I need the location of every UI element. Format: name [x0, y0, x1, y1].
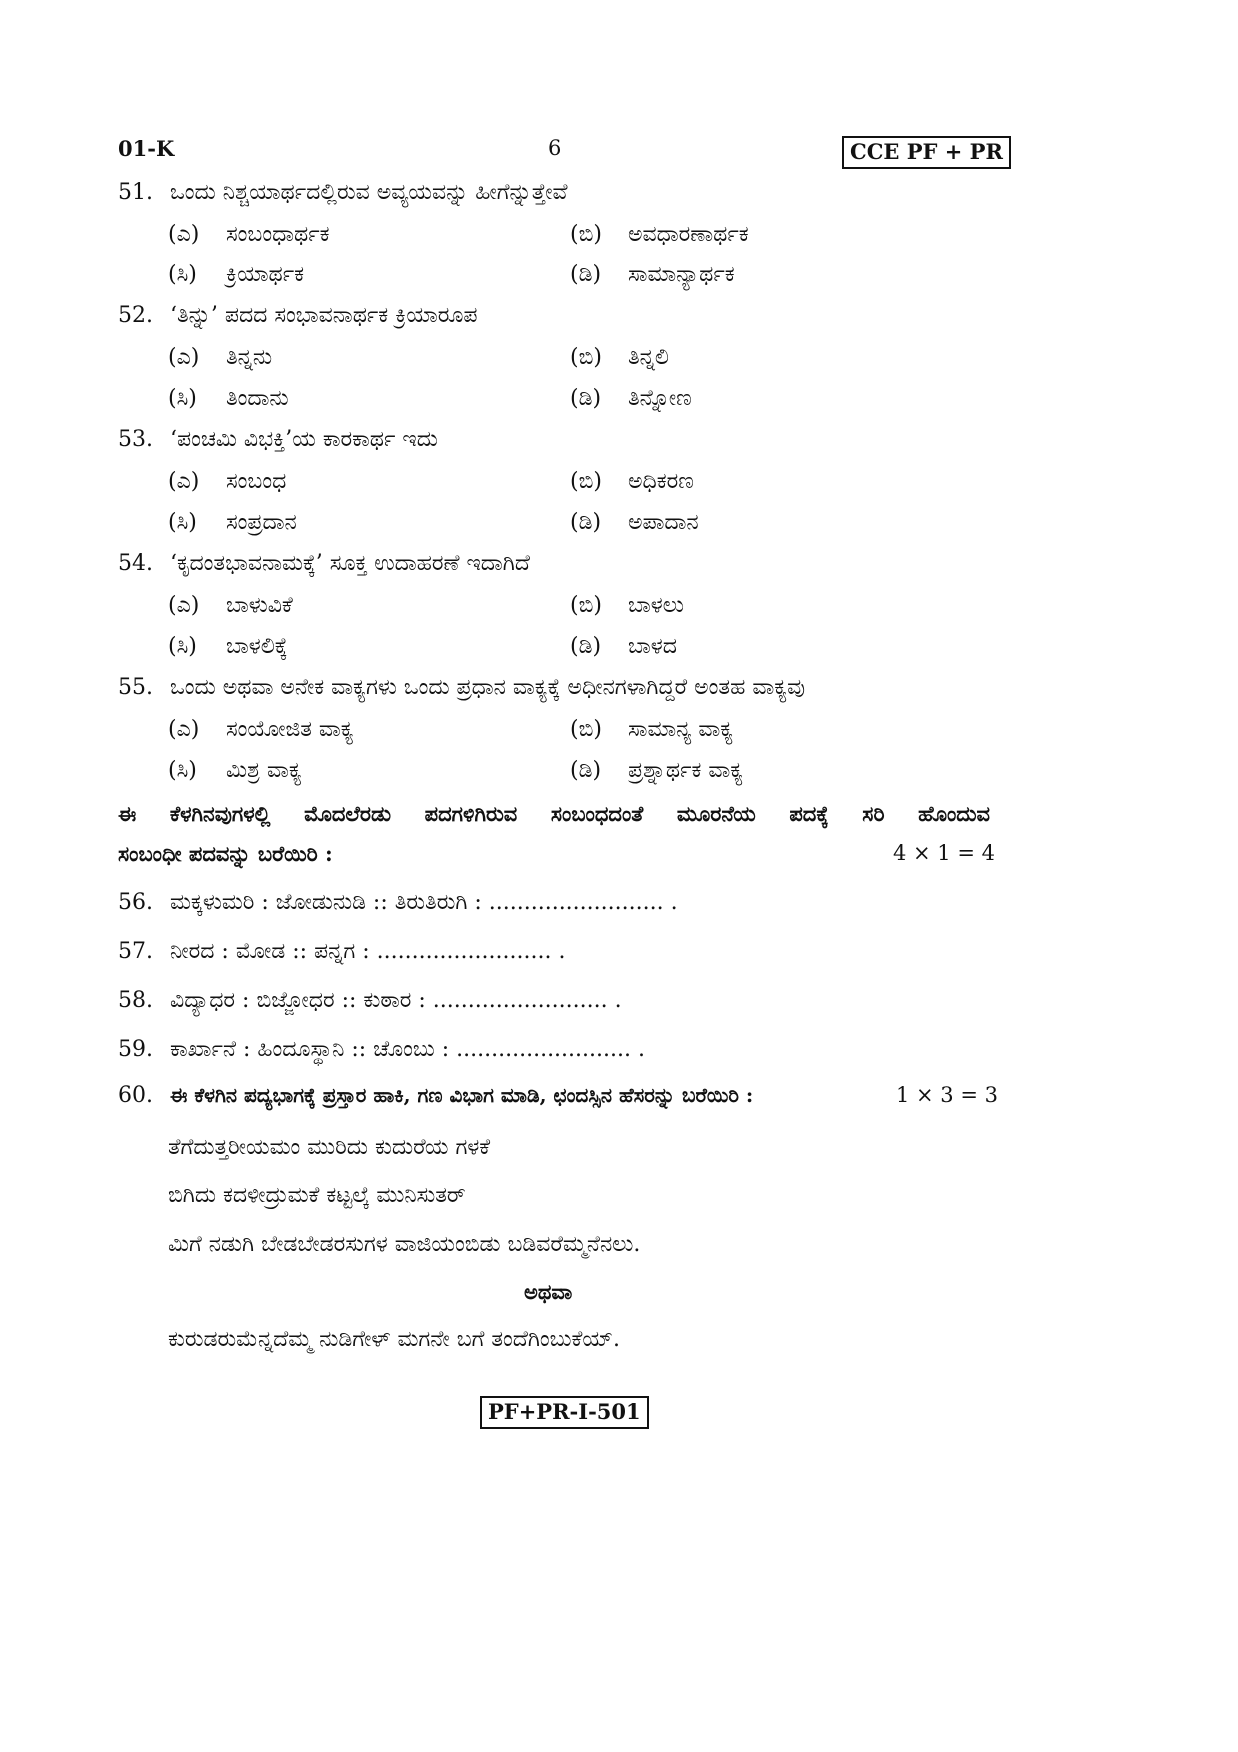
analogy-58: [118, 988, 622, 1013]
option-label: (ಎ): [168, 222, 200, 247]
question-text: ಒಂದು ಅಥವಾ ಅನೇಕ ವಾಕ್ಯಗಳು ಒಂದು ಪ್ರಧಾನ ವಾಕ್ಯಕ್ಕೆ ಅಧೀನಗಳಾಗಿದ್ದರೆ ಅಂತಹ ವಾಕ್ಯವು: [170, 675, 806, 700]
option-label: (ಬಿ): [570, 222, 602, 247]
analogy-56: [118, 890, 678, 915]
footer-code-box: PF+PR-I-501: [480, 1396, 649, 1429]
option-51-a: [168, 222, 330, 247]
question-number: 54.: [118, 551, 153, 576]
option-label: (ಸಿ): [168, 634, 197, 659]
option-51-c: [168, 262, 304, 287]
option-text: ತಿನ್ನಲಿ: [628, 345, 669, 370]
option-label: (ಬಿ): [570, 593, 602, 618]
analogy-text: ಮಕ್ಕಳುಮರಿ : ಜೋಡುನುಡಿ :: ತಿರುತಿರುಗಿ : ......................... .: [170, 890, 678, 915]
option-text: ಬಾಳಲಿಕ್ಕೆ: [226, 634, 288, 659]
instruction-line-2: ಸಂಬಂಧೀ ಪದವನ್ನು ಬರೆಯಿರಿ :: [118, 841, 333, 866]
option-54-c: [168, 634, 288, 659]
question-54: [118, 551, 530, 576]
option-label: (ಡಿ): [570, 386, 602, 411]
verse-line-2: ಬಿಗಿದು ಕದಳೀದ್ರುಮಕೆ ಕಟ್ಟಲ್ಕೆ ಮುನಿಸುತರ್: [168, 1183, 466, 1208]
question-text: ಒಂದು ನಿಶ್ಚಯಾರ್ಥದಲ್ಲಿರುವ ಅವ್ಯಯವನ್ನು ಹೀಗೆನ್ನುತ್ತೇವೆ: [170, 180, 568, 205]
analogy-text: ನೀರದ : ಮೋಡ :: ಪನ್ನಗ : ......................... .: [170, 939, 566, 964]
option-51-d: [570, 262, 735, 287]
instruction-line-1: ಈ ಕೆಳಗಿನವುಗಳಲ್ಲಿ ಮೊದಲೆರಡು ಪದಗಳಿಗಿರುವ ಸಂಬಂಧದಂತೆ ಮೂರನೆಯ ಪದಕ್ಕೆ ಸರಿ ಹೊಂದುವ: [118, 801, 990, 826]
question-number: 51.: [118, 180, 153, 205]
instruction-marks: 4 × 1 = 4: [893, 841, 995, 865]
question-60: [118, 1083, 753, 1108]
option-text: ಸಂಪ್ರದಾನ: [226, 510, 297, 535]
option-label: (ಸಿ): [168, 510, 197, 535]
question-number: 58.: [118, 988, 153, 1013]
exam-code-box: CCE PF + PR: [842, 136, 1011, 169]
analogy-59: [118, 1037, 645, 1062]
option-label: (ಎ): [168, 345, 200, 370]
question-number: 55.: [118, 675, 153, 700]
question-number: 60.: [118, 1083, 153, 1108]
option-text: ತಿನ್ನನು: [226, 345, 273, 370]
option-label: (ಎ): [168, 717, 200, 742]
option-text: ಸಾಮಾನ್ಯ ವಾಕ್ಯ: [628, 717, 734, 742]
option-52-d: [570, 386, 692, 411]
paper-code: 01-K: [118, 136, 175, 161]
question-number: 57.: [118, 939, 153, 964]
option-text: ಬಾಳದ: [628, 634, 677, 659]
analogy-text: ಕಾರ್ಖಾನೆ : ಹಿಂದೂಸ್ಥಾನಿ :: ಚೊಂಬು : ......................... .: [170, 1037, 645, 1062]
option-text: ಸಾಮಾನ್ಯಾರ್ಥಕ: [628, 262, 735, 287]
option-53-d: [570, 510, 699, 535]
question-text: ‘ಕೃದಂತಭಾವನಾಮಕ್ಕೆ’ ಸೂಕ್ತ ಉದಾಹರಣೆ ಇದಾಗಿದೆ: [170, 551, 530, 576]
option-54-d: [570, 634, 677, 659]
analogy-text: ವಿದ್ಯಾಧರ : ಬಿಜ್ಜೋಧರ :: ಕುಠಾರ : ......................... .: [170, 988, 622, 1013]
option-text: ಕ್ರಿಯಾರ್ಥಕ: [226, 262, 305, 287]
question-60-marks: 1 × 3 = 3: [896, 1083, 998, 1107]
option-text: ತಿಂದಾನು: [226, 386, 289, 411]
option-text: ಅವಧಾರಣಾರ್ಥಕ: [628, 222, 749, 247]
option-52-b: [570, 345, 669, 370]
question-55: [118, 675, 805, 700]
question-53: [118, 427, 438, 452]
option-text: ಬಾಳುವಿಕೆ: [226, 593, 293, 618]
option-text: ಅಧಿಕರಣ: [628, 469, 694, 494]
verse-line-3: ಮಿಗೆ ನಡುಗಿ ಬೇಡಬೇಡರಸುಗಳ ವಾಜಿಯಂಬಿಡು ಬಡಿವರೆಮ್ಮನೆನಲು.: [168, 1232, 641, 1257]
option-label: (ಡಿ): [570, 510, 602, 535]
option-text: ಸಂಬಂಧಾರ್ಥಕ: [226, 222, 330, 247]
page-number: 6: [548, 136, 562, 160]
option-label: (ಡಿ): [570, 262, 602, 287]
verse-line-1: ತೆಗೆದುತ್ತರೀಯಮಂ ಮುರಿದು ಕುದುರೆಯ ಗಳಕೆ: [168, 1135, 491, 1160]
question-51: [118, 180, 567, 205]
question-number: 56.: [118, 890, 153, 915]
question-text: ‘ತಿನ್ನು’ ಪದದ ಸಂಭಾವನಾರ್ಥಕ ಕ್ರಿಯಾರೂಪ: [170, 303, 478, 328]
option-52-a: [168, 345, 272, 370]
option-label: (ಡಿ): [570, 758, 602, 783]
option-label: (ಸಿ): [168, 386, 197, 411]
option-label: (ಎ): [168, 593, 200, 618]
option-text: ಬಾಳಲು: [628, 593, 684, 618]
option-53-c: [168, 510, 297, 535]
option-text: ಪ್ರಶ್ನಾರ್ಥಕ ವಾಕ್ಯ: [628, 758, 744, 783]
question-52: [118, 303, 478, 328]
option-label: (ಸಿ): [168, 262, 197, 287]
option-text: ಸಂಬಂಧ: [226, 469, 287, 494]
option-55-d: [570, 758, 743, 783]
option-51-b: [570, 222, 749, 247]
option-label: (ಎ): [168, 469, 200, 494]
option-label: (ಬಿ): [570, 469, 602, 494]
option-label: (ಬಿ): [570, 345, 602, 370]
option-text: ಸಂಯೋಜಿತ ವಾಕ್ಯ: [226, 717, 354, 742]
analogy-57: [118, 939, 565, 964]
option-54-b: [570, 593, 684, 618]
option-52-c: [168, 386, 289, 411]
option-55-a: [168, 717, 354, 742]
option-text: ಮಿಶ್ರ ವಾಕ್ಯ: [226, 758, 302, 783]
option-text: ಅಪಾದಾನ: [628, 510, 699, 535]
option-55-c: [168, 758, 302, 783]
question-text: ‘ಪಂಚಮಿ ವಿಭಕ್ತಿ’ಯ ಕಾರಕಾರ್ಥ ಇದು: [170, 427, 438, 452]
option-55-b: [570, 717, 733, 742]
option-text: ತಿನ್ನೋಣ: [628, 386, 692, 411]
option-label: (ಸಿ): [168, 758, 197, 783]
question-number: 53.: [118, 427, 153, 452]
question-number: 52.: [118, 303, 153, 328]
question-number: 59.: [118, 1037, 153, 1062]
question-text: ಈ ಕೆಳಗಿನ ಪದ್ಯಭಾಗಕ್ಕೆ ಪ್ರಸ್ತಾರ ಹಾಕಿ, ಗಣ ವಿಭಾಗ ಮಾಡಿ, ಛಂದಸ್ಸಿನ ಹೆಸರನ್ನು ಬರೆಯಿರಿ :: [170, 1083, 754, 1107]
option-label: (ಡಿ): [570, 634, 602, 659]
or-label: ಅಥವಾ: [524, 1279, 573, 1304]
option-53-b: [570, 469, 694, 494]
option-53-a: [168, 469, 286, 494]
alt-verse-line: ಕುರುಡರುಮೆನ್ನದೆಮ್ಮ ನುಡಿಗೇಳ್ ಮಗನೇ ಬಗೆ ತಂದೆಗಿಂಬುಕೆಯ್.: [168, 1327, 621, 1352]
option-54-a: [168, 593, 293, 618]
option-label: (ಬಿ): [570, 717, 602, 742]
